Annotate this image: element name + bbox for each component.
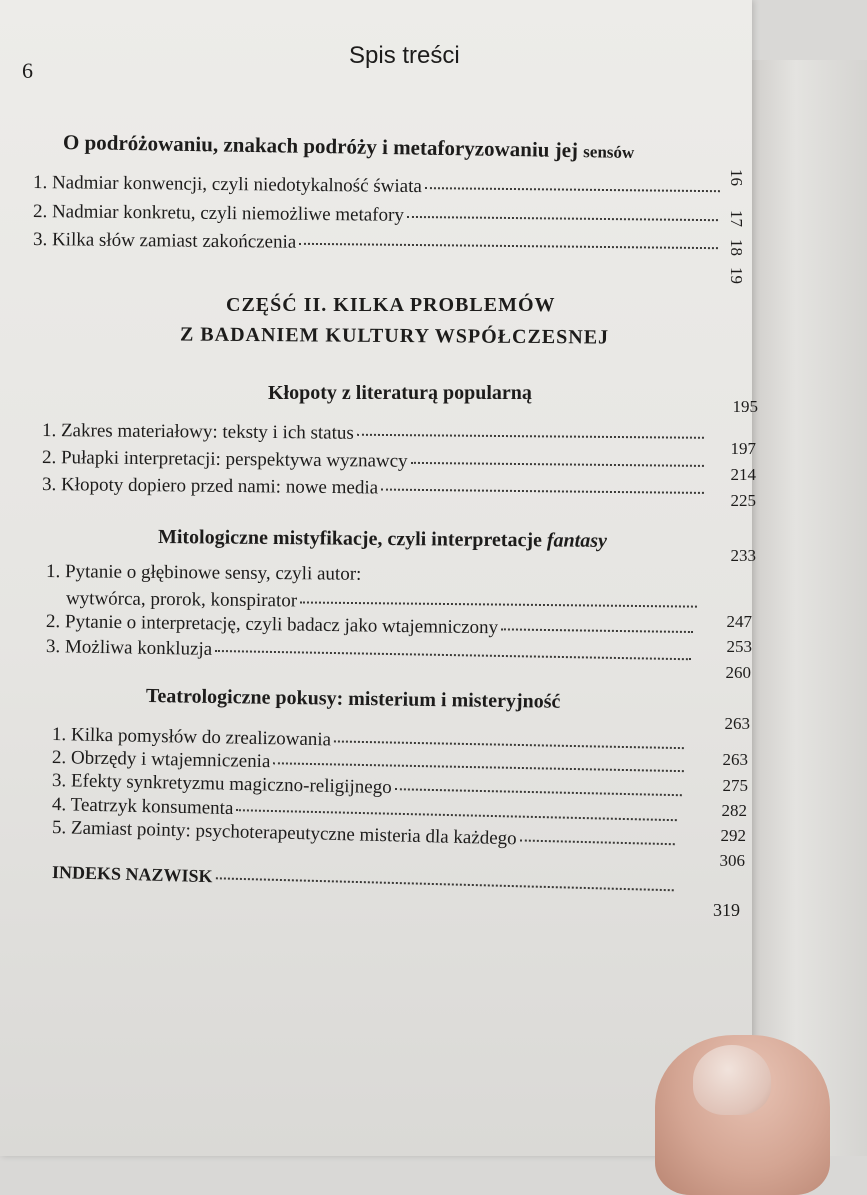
toc-entry-page: 197 xyxy=(730,439,756,458)
toc-entry: 3. Kilka słów zamiast zakończenia xyxy=(33,229,721,258)
section-title-theatre: Teatrologiczne pokusy: misterium i misteryjność xyxy=(145,685,561,713)
thumbnail xyxy=(693,1045,771,1115)
toc-entry-page: 253 xyxy=(726,637,752,656)
section-title-fantasy: Mitologiczne mistyfikacje, czyli interpretacje fantasy xyxy=(157,526,608,552)
next-page-edge xyxy=(748,60,867,1156)
toc-entry: 2. Pytanie o interpretację, czyli badacz jako wtajemniczony xyxy=(46,611,696,642)
toc-entry-page: 19 xyxy=(727,267,746,284)
toc-entry-page: 260 xyxy=(725,663,751,682)
page-number: 6 xyxy=(22,58,33,83)
toc-entry: 3. Efekty synkretyzmu magiczno-religijnego xyxy=(52,770,685,805)
section-page-fantasy: 233 xyxy=(730,546,756,565)
section-page-literature: 195 xyxy=(732,397,758,416)
part-heading-line1: CZĘŚĆ II. KILKA PROBLEMÓW xyxy=(226,294,556,316)
toc-entry-page: 282 xyxy=(721,801,747,820)
toc-entry-index: INDEKS NAZWISK xyxy=(52,862,677,899)
part-heading-line2: Z BADANIEM KULTURY WSPÓŁCZESNEJ xyxy=(179,323,610,349)
toc-entry: 2. Pułapki interpretacji: perspektywa wyznawcy xyxy=(42,447,707,476)
toc-entry: 2. Nadmiar konkretu, czyli niemożliwe metafory xyxy=(33,201,721,230)
toc-entry: 1. Nadmiar konwencji, czyli niedotykalność świata xyxy=(33,172,723,201)
toc-entry: 1. Zakres materiałowy: teksty i ich status xyxy=(42,420,707,448)
toc-entry-page: 247 xyxy=(726,612,752,631)
toc-entry-page: 319 xyxy=(713,900,740,920)
section-title-travel: O podróżowaniu, znakach podróży i metaforyzowaniu jej sensów xyxy=(62,130,635,163)
section-title-literature: Kłopoty z literaturą popularną xyxy=(268,382,532,404)
toc-entry: 1. Kilka pomysłów do zrealizowania xyxy=(52,724,687,758)
toc-entry-page: 18 xyxy=(727,239,746,256)
toc-entry: wytwórca, prorok, konspirator xyxy=(66,588,700,617)
toc-entry-line1: 1. Pytanie o głębinowe sensy, czyli autor: xyxy=(45,561,362,585)
toc-entry-page: 214 xyxy=(730,465,756,484)
section-page-travel: 16 xyxy=(727,169,746,186)
toc-entry-page: 263 xyxy=(722,750,748,769)
section-page-theatre: 263 xyxy=(724,714,750,733)
toc-entry-page: 225 xyxy=(730,491,756,510)
toc-entry: 3. Możliwa konkluzja xyxy=(46,636,694,669)
toc-entry-page: 17 xyxy=(727,210,746,227)
running-head: Spis treści xyxy=(349,42,460,69)
toc-entry-page: 292 xyxy=(720,826,746,845)
toc-entry-page: 306 xyxy=(719,851,745,870)
toc-entry-page: 275 xyxy=(722,776,748,795)
toc-entry: 5. Zamiast pointy: psychoterapeutyczne misteria dla każdego xyxy=(52,817,678,854)
toc-entry: 4. Teatrzyk konsumenta xyxy=(52,794,680,830)
toc-entry: 2. Obrzędy i wtajemniczenia xyxy=(52,747,687,781)
toc-entry: 3. Kłopoty dopiero przed nami: nowe media xyxy=(42,474,707,503)
